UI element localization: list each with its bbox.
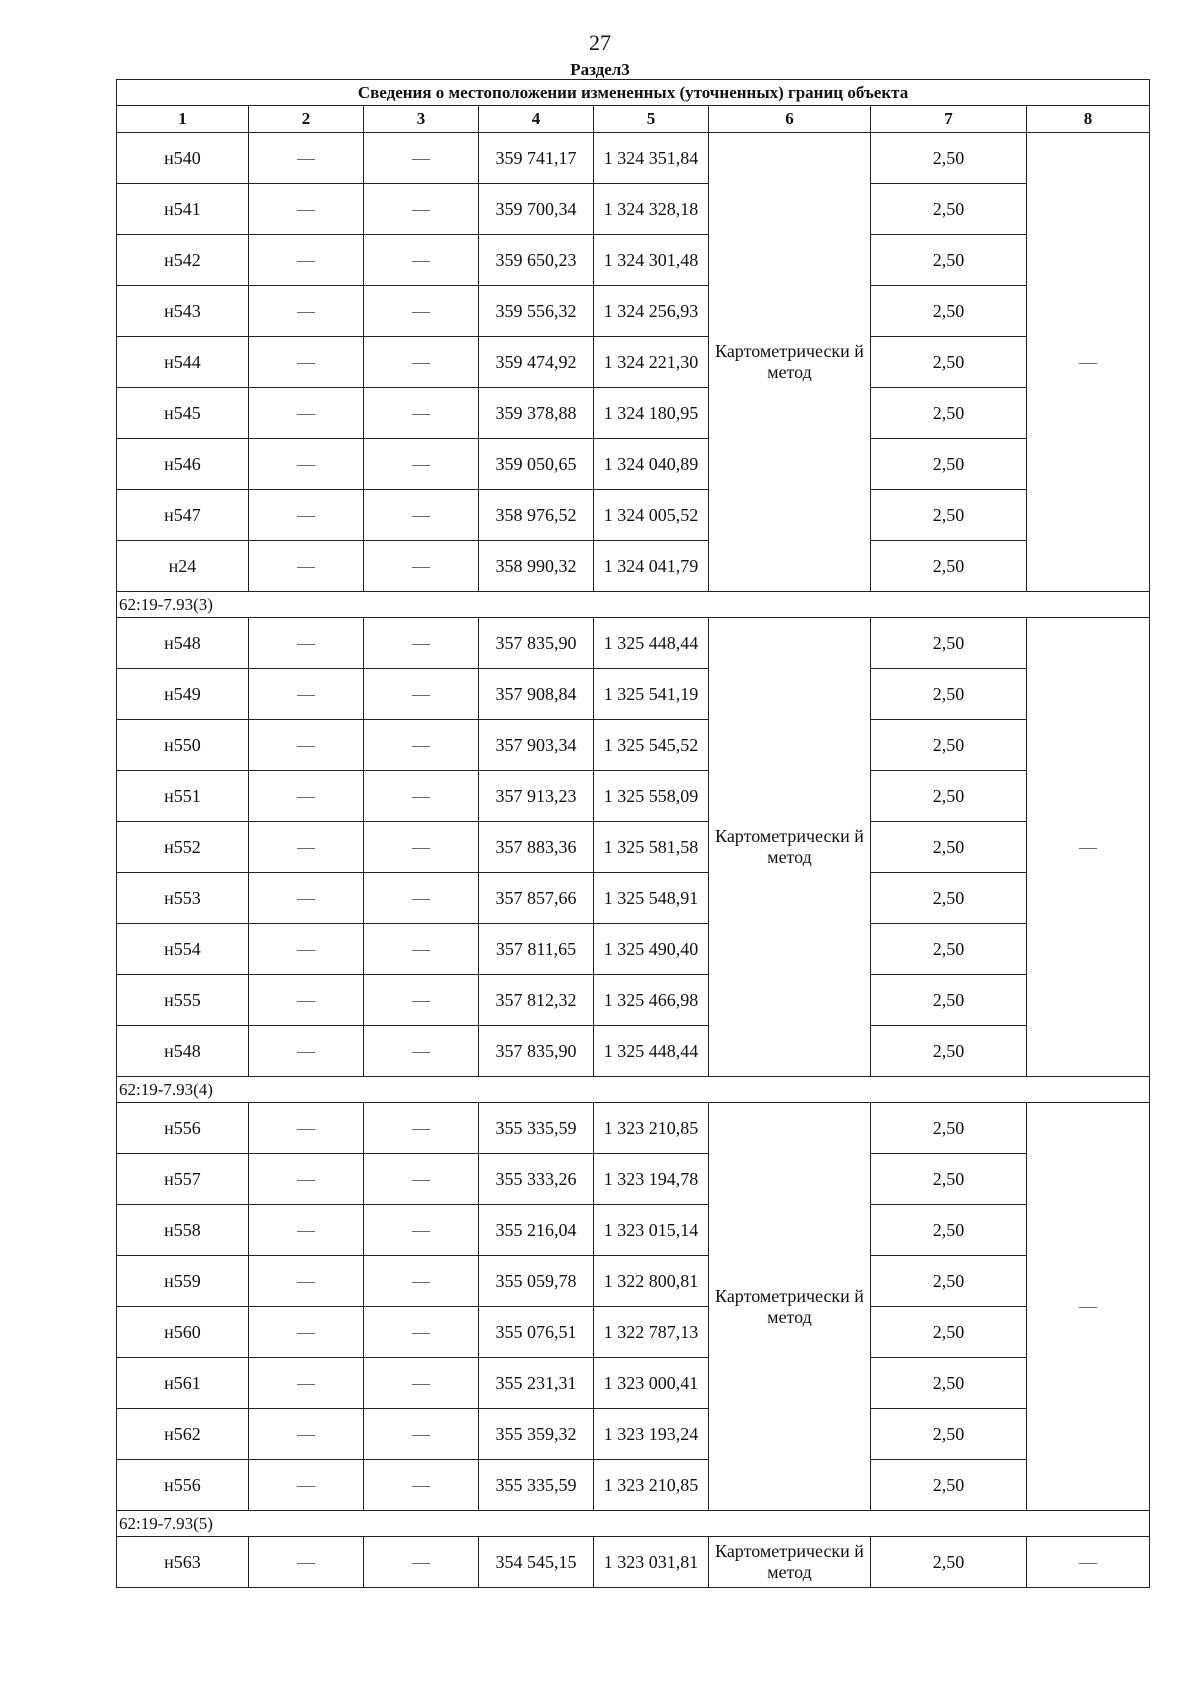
table-row [117,975,1150,1026]
x-coordinate-cell: 355 333,26 [479,1154,594,1205]
table-row [117,388,1150,439]
point-name-cell: н548 [117,1026,249,1077]
dash-cell: — [249,1537,364,1588]
table-row [117,1154,1150,1205]
point-name-cell: н541 [117,184,249,235]
accuracy-cell: 2,50 [871,490,1027,541]
y-coordinate-cell: 1 324 256,93 [594,286,709,337]
y-coordinate-cell: 1 324 221,30 [594,337,709,388]
dash-cell: — [364,1537,479,1588]
accuracy-cell: 2,50 [871,771,1027,822]
dash-cell: — [249,1358,364,1409]
coordinates-table [116,79,1150,1588]
description-cell: — [1027,1537,1150,1588]
table-row [117,1358,1150,1409]
group-label: 62:19-7.93(5) [117,1511,1150,1537]
y-coordinate-cell: 1 324 040,89 [594,439,709,490]
group-row [117,592,1150,618]
y-coordinate-cell: 1 324 301,48 [594,235,709,286]
accuracy-cell: 2,50 [871,1307,1027,1358]
table-row [117,822,1150,873]
dash-cell: — [364,490,479,541]
point-name-cell: н549 [117,669,249,720]
y-coordinate-cell: 1 324 005,52 [594,490,709,541]
table-title-row [117,80,1150,106]
page-number: 27 [589,30,611,55]
table-row [117,669,1150,720]
group-row [117,1077,1150,1103]
x-coordinate-cell: 355 231,31 [479,1358,594,1409]
table-title: Сведения о местоположении измененных (уточненных) границ объекта [117,80,1150,106]
x-coordinate-cell: 355 335,59 [479,1460,594,1511]
dash-cell: — [364,388,479,439]
x-coordinate-cell: 357 908,84 [479,669,594,720]
x-coordinate-cell: 359 700,34 [479,184,594,235]
point-name-cell: н556 [117,1103,249,1154]
accuracy-cell: 2,50 [871,388,1027,439]
y-coordinate-cell: 1 324 351,84 [594,133,709,184]
dash-cell: — [249,1256,364,1307]
dash-cell: — [249,184,364,235]
x-coordinate-cell: 355 335,59 [479,1103,594,1154]
column-number: 8 [1027,106,1150,133]
column-number: 7 [871,106,1027,133]
point-name-cell: н551 [117,771,249,822]
point-name-cell: н546 [117,439,249,490]
dash-cell: — [249,1205,364,1256]
point-name-cell: н562 [117,1409,249,1460]
dash-cell: — [249,669,364,720]
dash-cell: — [364,184,479,235]
accuracy-cell: 2,50 [871,822,1027,873]
table-row [117,541,1150,592]
point-name-cell: н560 [117,1307,249,1358]
accuracy-cell: 2,50 [871,1154,1027,1205]
table-row [117,1460,1150,1511]
column-numbers-row [117,106,1150,133]
dash-cell: — [364,1205,479,1256]
dash-cell: — [364,133,479,184]
accuracy-cell: 2,50 [871,1256,1027,1307]
point-name-cell: н563 [117,1537,249,1588]
table-row [117,1409,1150,1460]
column-number: 3 [364,106,479,133]
column-number: 1 [117,106,249,133]
group-row [117,1511,1150,1537]
table-row [117,771,1150,822]
column-number: 5 [594,106,709,133]
group-label: 62:19-7.93(4) [117,1077,1150,1103]
dash-cell: — [249,439,364,490]
y-coordinate-cell: 1 325 581,58 [594,822,709,873]
point-name-cell: н557 [117,1154,249,1205]
x-coordinate-cell: 357 835,90 [479,618,594,669]
dash-cell: — [364,541,479,592]
accuracy-cell: 2,50 [871,1409,1027,1460]
dash-cell: — [364,822,479,873]
table-row [117,1256,1150,1307]
dash-cell: — [249,975,364,1026]
dash-cell: — [364,669,479,720]
dash-cell: — [249,286,364,337]
y-coordinate-cell: 1 325 558,09 [594,771,709,822]
dash-cell: — [249,541,364,592]
accuracy-cell: 2,50 [871,1537,1027,1588]
point-name-cell: н553 [117,873,249,924]
dash-cell: — [249,1154,364,1205]
dash-cell: — [249,490,364,541]
dash-cell: — [249,337,364,388]
accuracy-cell: 2,50 [871,541,1027,592]
y-coordinate-cell: 1 324 180,95 [594,388,709,439]
dash-cell: — [249,771,364,822]
dash-cell: — [249,1103,364,1154]
dash-cell: — [364,975,479,1026]
x-coordinate-cell: 354 545,15 [479,1537,594,1588]
y-coordinate-cell: 1 322 800,81 [594,1256,709,1307]
dash-cell: — [249,924,364,975]
point-name-cell: н556 [117,1460,249,1511]
x-coordinate-cell: 357 811,65 [479,924,594,975]
accuracy-cell: 2,50 [871,1103,1027,1154]
table-row [117,720,1150,771]
dash-cell: — [364,720,479,771]
dash-cell: — [364,1358,479,1409]
method-cell: Картометрически й метод [709,133,871,592]
column-number: 6 [709,106,871,133]
table-row [117,490,1150,541]
x-coordinate-cell: 359 050,65 [479,439,594,490]
column-number: 2 [249,106,364,133]
y-coordinate-cell: 1 325 545,52 [594,720,709,771]
point-name-cell: н542 [117,235,249,286]
point-name-cell: н550 [117,720,249,771]
x-coordinate-cell: 355 059,78 [479,1256,594,1307]
x-coordinate-cell: 359 556,32 [479,286,594,337]
point-name-cell: н555 [117,975,249,1026]
x-coordinate-cell: 359 378,88 [479,388,594,439]
x-coordinate-cell: 357 883,36 [479,822,594,873]
table-row [117,133,1150,184]
column-number: 4 [479,106,594,133]
y-coordinate-cell: 1 324 041,79 [594,541,709,592]
section-label: Раздел3 [570,60,630,79]
point-name-cell: н24 [117,541,249,592]
x-coordinate-cell: 357 812,32 [479,975,594,1026]
table-row [117,1537,1150,1588]
dash-cell: — [249,1307,364,1358]
y-coordinate-cell: 1 323 194,78 [594,1154,709,1205]
point-name-cell: н554 [117,924,249,975]
dash-cell: — [364,1460,479,1511]
dash-cell: — [364,618,479,669]
point-name-cell: н547 [117,490,249,541]
y-coordinate-cell: 1 322 787,13 [594,1307,709,1358]
table-row [117,1103,1150,1154]
x-coordinate-cell: 357 857,66 [479,873,594,924]
description-cell: — [1027,1103,1150,1511]
y-coordinate-cell: 1 323 210,85 [594,1103,709,1154]
dash-cell: — [364,337,479,388]
group-label: 62:19-7.93(3) [117,592,1150,618]
x-coordinate-cell: 358 976,52 [479,490,594,541]
accuracy-cell: 2,50 [871,669,1027,720]
y-coordinate-cell: 1 323 000,41 [594,1358,709,1409]
point-name-cell: н543 [117,286,249,337]
dash-cell: — [364,873,479,924]
accuracy-cell: 2,50 [871,924,1027,975]
point-name-cell: н561 [117,1358,249,1409]
accuracy-cell: 2,50 [871,235,1027,286]
accuracy-cell: 2,50 [871,1026,1027,1077]
dash-cell: — [249,1026,364,1077]
table-row [117,1307,1150,1358]
y-coordinate-cell: 1 325 541,19 [594,669,709,720]
dash-cell: — [249,235,364,286]
dash-cell: — [364,286,479,337]
x-coordinate-cell: 357 913,23 [479,771,594,822]
y-coordinate-cell: 1 323 031,81 [594,1537,709,1588]
dash-cell: — [364,1103,479,1154]
dash-cell: — [249,1460,364,1511]
description-cell: — [1027,618,1150,1077]
accuracy-cell: 2,50 [871,133,1027,184]
x-coordinate-cell: 357 903,34 [479,720,594,771]
dash-cell: — [249,822,364,873]
point-name-cell: н558 [117,1205,249,1256]
y-coordinate-cell: 1 324 328,18 [594,184,709,235]
table-row [117,873,1150,924]
point-name-cell: н540 [117,133,249,184]
method-cell: Картометрически й метод [709,1103,871,1511]
table-row [117,439,1150,490]
point-name-cell: н559 [117,1256,249,1307]
method-cell: Картометрически й метод [709,618,871,1077]
x-coordinate-cell: 359 741,17 [479,133,594,184]
dash-cell: — [364,235,479,286]
accuracy-cell: 2,50 [871,1358,1027,1409]
accuracy-cell: 2,50 [871,618,1027,669]
point-name-cell: н545 [117,388,249,439]
dash-cell: — [249,388,364,439]
point-name-cell: н544 [117,337,249,388]
dash-cell: — [249,720,364,771]
point-name-cell: н552 [117,822,249,873]
table-row [117,1026,1150,1077]
description-cell: — [1027,133,1150,592]
x-coordinate-cell: 357 835,90 [479,1026,594,1077]
x-coordinate-cell: 358 990,32 [479,541,594,592]
y-coordinate-cell: 1 323 210,85 [594,1460,709,1511]
dash-cell: — [249,1409,364,1460]
accuracy-cell: 2,50 [871,286,1027,337]
point-name-cell: н548 [117,618,249,669]
accuracy-cell: 2,50 [871,1460,1027,1511]
dash-cell: — [364,1409,479,1460]
dash-cell: — [364,771,479,822]
table-row [117,1205,1150,1256]
accuracy-cell: 2,50 [871,975,1027,1026]
y-coordinate-cell: 1 325 448,44 [594,618,709,669]
accuracy-cell: 2,50 [871,1205,1027,1256]
accuracy-cell: 2,50 [871,439,1027,490]
dash-cell: — [249,618,364,669]
y-coordinate-cell: 1 325 448,44 [594,1026,709,1077]
y-coordinate-cell: 1 323 015,14 [594,1205,709,1256]
y-coordinate-cell: 1 323 193,24 [594,1409,709,1460]
dash-cell: — [364,439,479,490]
dash-cell: — [364,1154,479,1205]
table-row [117,286,1150,337]
table-row [117,618,1150,669]
accuracy-cell: 2,50 [871,184,1027,235]
table-row [117,235,1150,286]
y-coordinate-cell: 1 325 490,40 [594,924,709,975]
x-coordinate-cell: 359 650,23 [479,235,594,286]
table-row [117,337,1150,388]
dash-cell: — [364,1256,479,1307]
y-coordinate-cell: 1 325 548,91 [594,873,709,924]
table-row [117,924,1150,975]
dash-cell: — [249,873,364,924]
accuracy-cell: 2,50 [871,337,1027,388]
accuracy-cell: 2,50 [871,873,1027,924]
dash-cell: — [364,1026,479,1077]
x-coordinate-cell: 355 216,04 [479,1205,594,1256]
accuracy-cell: 2,50 [871,720,1027,771]
dash-cell: — [364,1307,479,1358]
y-coordinate-cell: 1 325 466,98 [594,975,709,1026]
table-row [117,184,1150,235]
x-coordinate-cell: 355 076,51 [479,1307,594,1358]
dash-cell: — [249,133,364,184]
x-coordinate-cell: 359 474,92 [479,337,594,388]
dash-cell: — [364,924,479,975]
x-coordinate-cell: 355 359,32 [479,1409,594,1460]
method-cell: Картометрически й метод [709,1537,871,1588]
